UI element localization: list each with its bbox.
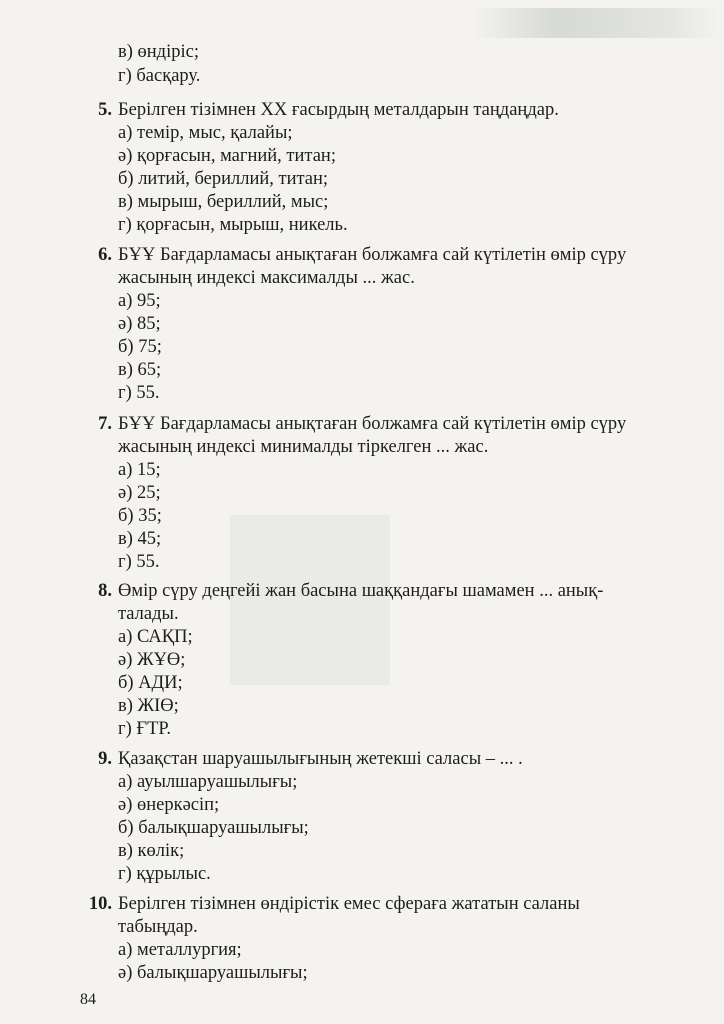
question-number: 6. <box>98 245 112 265</box>
option: а) металлургия; <box>118 940 242 960</box>
option: а) САҚП; <box>118 627 193 647</box>
option: б) балықшаруашылығы; <box>118 818 309 838</box>
option: ә) өнеркәсіп; <box>118 795 220 815</box>
option: а) ауылшаруашылығы; <box>118 772 298 792</box>
question-text: Берілген тізімнен өндірістік емес сфераға жататын саланы <box>118 894 580 914</box>
question-text: талады. <box>118 604 179 624</box>
option: г) құрылыс. <box>118 864 211 884</box>
option: ә) қорғасын, магний, титан; <box>118 146 336 166</box>
question-number: 9. <box>98 749 112 769</box>
option: б) 35; <box>118 506 162 526</box>
option: ә) ЖҰӨ; <box>118 650 186 670</box>
option: в) мырыш, бериллий, мыс; <box>118 192 329 212</box>
question-number: 5. <box>98 100 112 120</box>
option: г) қорғасын, мырыш, никель. <box>118 215 348 235</box>
question-text: жасының индексі максималды ... жас. <box>118 268 415 288</box>
question-text: Берілген тізімнен XX ғасырдың металдарын таңдаңдар. <box>118 100 559 120</box>
scan-smudge <box>470 8 720 38</box>
question-text: жасының индексі минималды тіркелген ... жас. <box>118 437 489 457</box>
option: в) көлік; <box>118 841 185 861</box>
option: а) темір, мыс, қалайы; <box>118 123 293 143</box>
option: г) 55. <box>118 552 160 572</box>
question-text: Қазақстан шаруашылығының жетекші саласы – ... . <box>118 749 523 769</box>
question-text: БҰҰ Бағдарламасы анықтаған болжамға сай күтілетін өмір сүру <box>118 414 627 434</box>
option: в) 65; <box>118 360 162 380</box>
option: б) 75; <box>118 337 162 357</box>
option: а) 15; <box>118 460 161 480</box>
option: ә) 25; <box>118 483 161 503</box>
page-number: 84 <box>80 991 96 1008</box>
question-number: 10. <box>88 894 112 914</box>
option: г) 55. <box>118 383 160 403</box>
option: ә) 85; <box>118 314 161 334</box>
option: в) ЖІӨ; <box>118 696 179 716</box>
option: г) ҒТР. <box>118 719 171 739</box>
question-text: БҰҰ Бағдарламасы анықтаған болжамға сай күтілетін өмір сүру <box>118 245 627 265</box>
question-number: 7. <box>98 414 112 434</box>
option: б) литий, бериллий, титан; <box>118 169 329 189</box>
option: ә) балықшаруашылығы; <box>118 963 308 983</box>
question-text: Өмір сүру деңгейі жан басына шаққандағы шамамен ... анық- <box>118 581 604 601</box>
option: в) 45; <box>118 529 162 549</box>
question-text: табыңдар. <box>118 917 198 937</box>
question-number: 8. <box>98 581 112 601</box>
option: в) өндіріс; <box>118 42 199 62</box>
option: а) 95; <box>118 291 161 311</box>
option: б) АДИ; <box>118 673 183 693</box>
option: г) басқару. <box>118 66 201 86</box>
